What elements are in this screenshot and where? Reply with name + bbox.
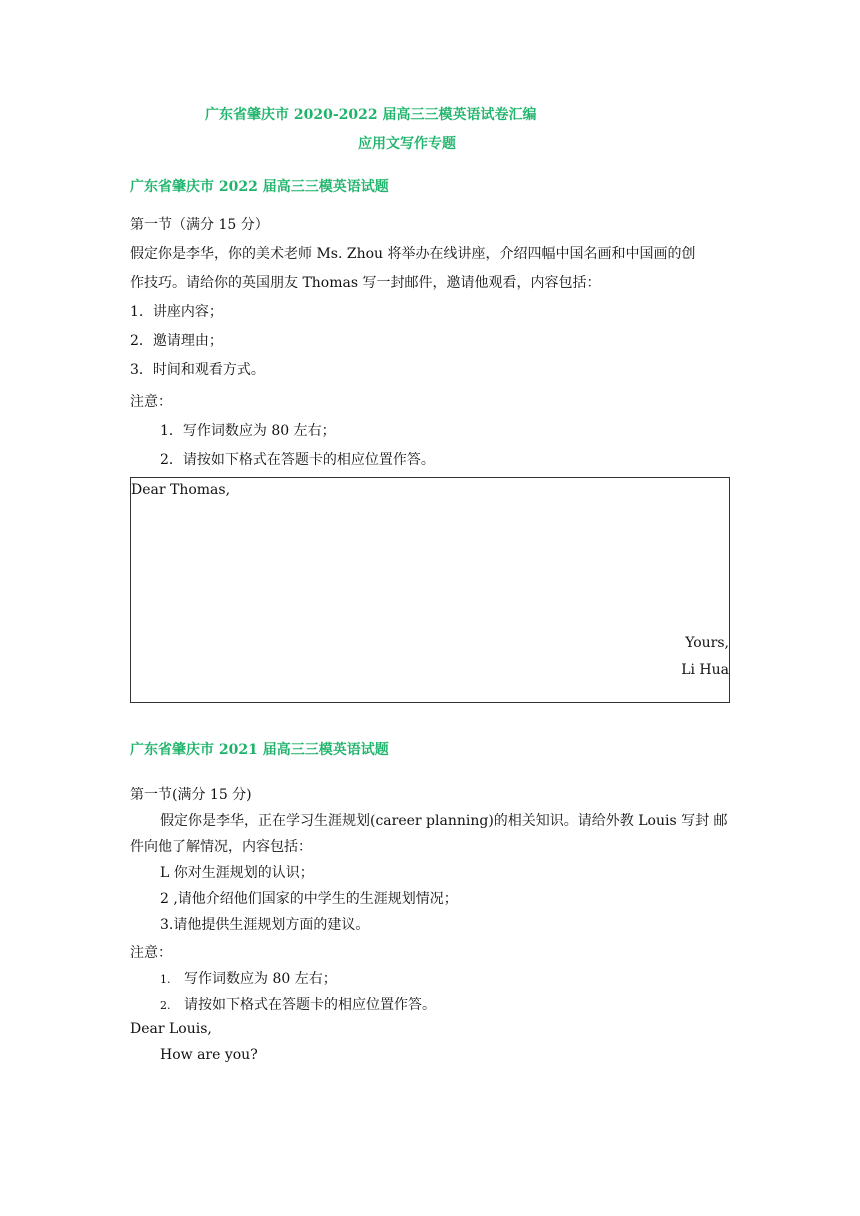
section-2021-heading: 广东省肇庆市 2021 届高三三模英语试题 <box>130 742 389 758</box>
section-2022-part: 第一节（满分 15 分） <box>130 217 269 233</box>
section-2021-prompt-line1: 假定你是李华，正在学习生涯规划(career planning)的相关知识。请给外教 Louis 写封 邮 <box>160 813 728 829</box>
section-2021-note-label: 注意： <box>130 945 172 961</box>
letter-signature: Li Hua <box>681 662 729 678</box>
doc-subtitle: 应用文写作专题 <box>358 136 456 152</box>
section-2021-note <box>160 994 436 1014</box>
note-text: 请按如下格式在答题卡的相应位置作答。 <box>184 997 436 1013</box>
section-2022-heading: 广东省肇庆市 2022 届高三三模英语试题 <box>130 179 389 195</box>
section-2021-item: 3.请他提供生涯规划方面的建议。 <box>160 917 370 933</box>
section-2022-item: 2．邀请理由； <box>130 333 223 349</box>
letter-closing: Yours, <box>685 635 729 651</box>
note-text: 写作词数应为 80 左右； <box>184 971 337 987</box>
doc-title: 广东省肇庆市 2020-2022 届高三三模英语试卷汇编 <box>205 107 537 123</box>
section-2021-part: 第一节(满分 15 分) <box>130 787 252 803</box>
section-2021-letter-greeting: Dear Louis, <box>130 1021 212 1037</box>
note-number: 1. <box>160 973 171 986</box>
letter-greeting: Dear Thomas, <box>131 482 231 498</box>
note-number: 2. <box>160 999 171 1012</box>
section-2022-note: 1．写作词数应为 80 左右； <box>160 423 336 439</box>
section-2021-note <box>160 968 337 988</box>
letter-answer-box <box>130 477 730 703</box>
section-2021-prompt-line2: 件向他了解情况，内容包括： <box>130 839 312 855</box>
section-2022-note: 2．请按如下格式在答题卡的相应位置作答。 <box>160 452 435 468</box>
section-2022-prompt-line1: 假定你是李华，你的美术老师 Ms. Zhou 将举办在线讲座，介绍四幅中国名画和中国画的创 <box>130 246 696 262</box>
section-2021-item: 2 ,请他介绍他们国家的中学生的生涯规划情况； <box>160 891 458 907</box>
section-2022-item: 1．讲座内容； <box>130 304 223 320</box>
section-2022-item: 3．时间和观看方式。 <box>130 362 265 378</box>
section-2021-letter-opening: How are you? <box>160 1047 258 1063</box>
section-2022-note-label: 注意： <box>130 394 172 410</box>
section-2022-prompt-line2: 作技巧。请给你的英国朋友 Thomas 写一封邮件，邀请他观看，内容包括： <box>130 275 601 291</box>
section-2021-item: L 你对生涯规划的认识； <box>160 865 314 881</box>
